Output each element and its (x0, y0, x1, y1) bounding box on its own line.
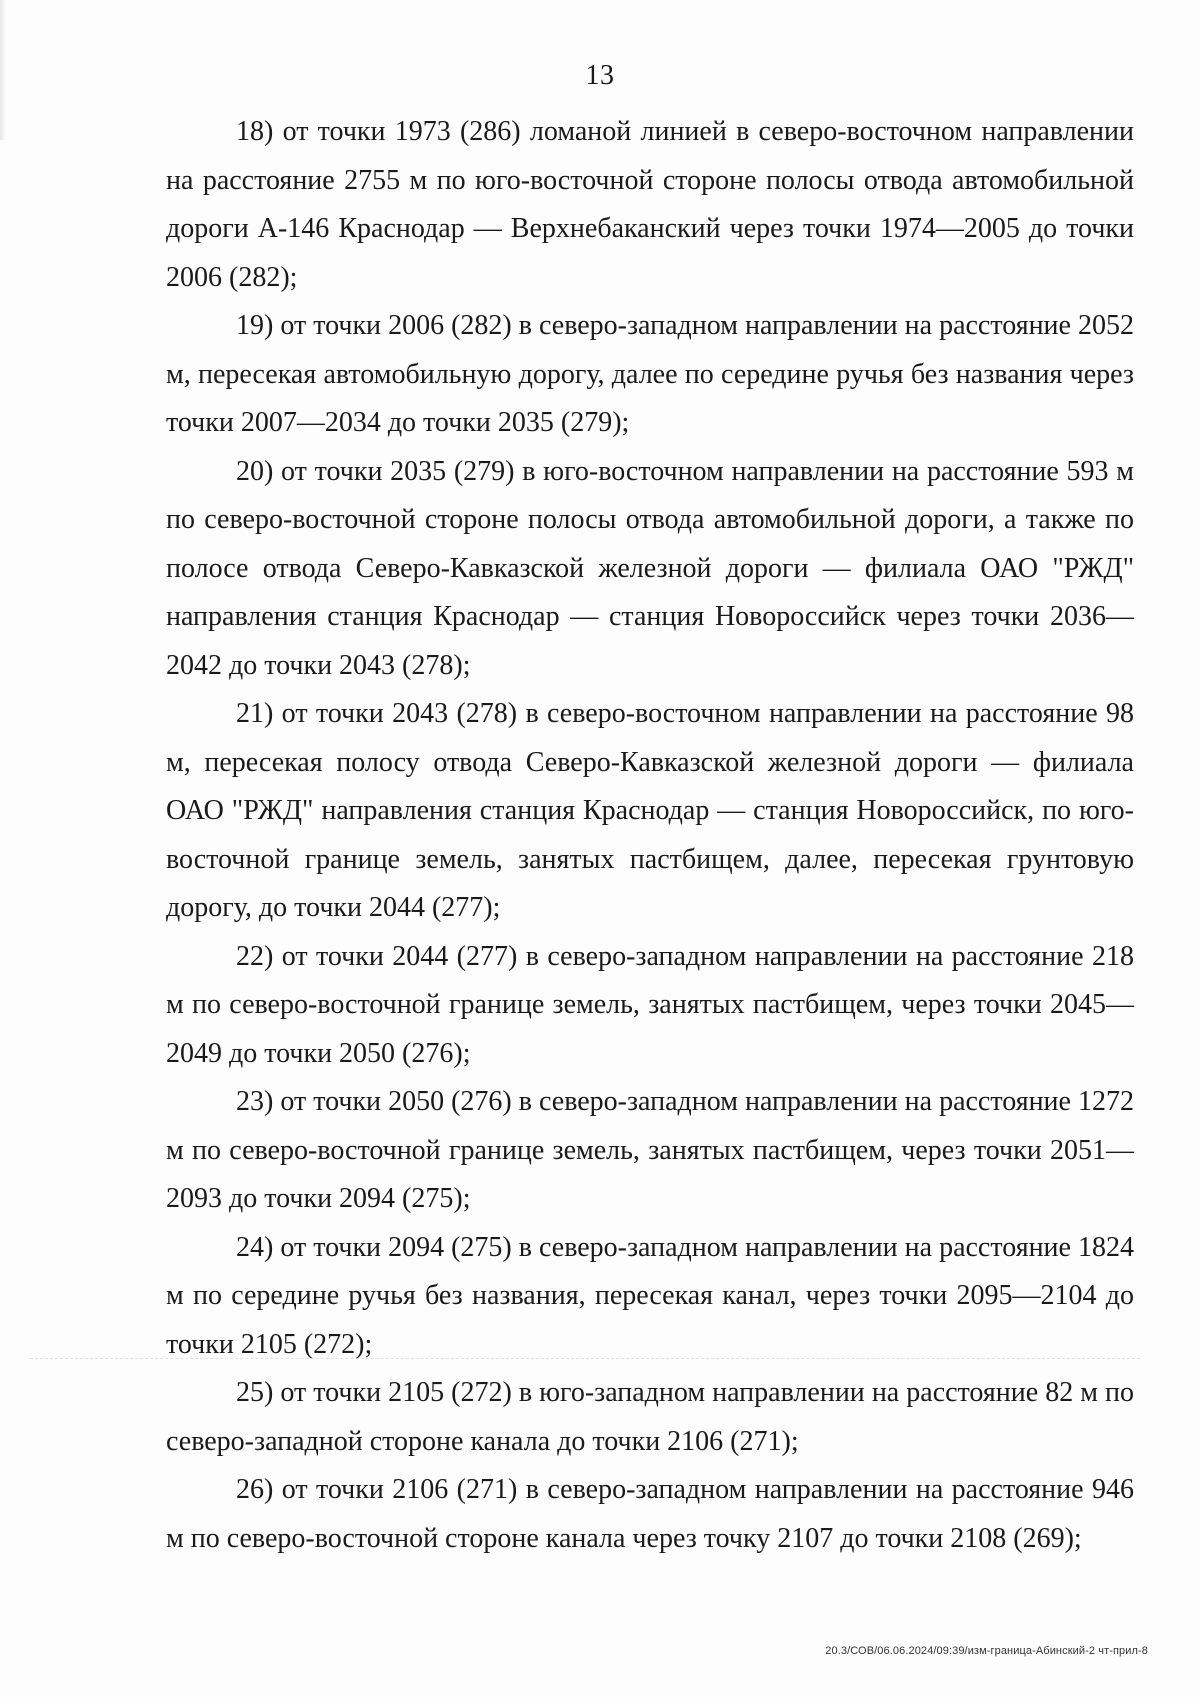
paragraph-21: 21) от точки 2043 (278) в северо-восточном направлении на расстояние 98 м, пересекая полосу отвода Северо-Кавказской железной дороги — филиала ОАО "РЖД" направления станция Краснодар — станция Новороссийск, по юго-восточной границе земель, занятых пастбищем, далее, пересекая грунтовую дорогу, до точки 2044 (277); (166, 698, 1134, 923)
paragraph-23: 23) от точки 2050 (276) в северо-западном направлении на расстояние 1272 м по северо-восточной границе земель, занятых пастбищем, через точки 2051—2093 до точки 2094 (275); (166, 1086, 1134, 1214)
paragraph-24: 24) от точки 2094 (275) в северо-западном направлении на расстояние 1824 м по середине ручья без названия, пересекая канал, через точки 2095—2104 до точки 2105 (272); (166, 1231, 1134, 1360)
paragraph-20: 20) от точки 2035 (279) в юго-восточном направлении на расстояние 593 м по северо-восточной стороне полосы отвода автомобильной дороги, а также по полосе отвода Северо-Кавказской железной дороги — филиала ОАО "РЖД" направления станция Краснодар — станция Новороссийск через точки 2036—2042 до точки 2043 (278); (166, 455, 1134, 681)
document-footer-code: 20.3/СОВ/06.06.2024/09:39/изм-граница-Абинский-2 чт-прил-8 (825, 1645, 1148, 1657)
document-body (166, 108, 1134, 1563)
paragraph-22: 22) от точки 2044 (277) в северо-западном направлении на расстояние 218 м по северо-восточной границе земель, занятых пастбищем, через точки 2045—2049 до точки 2050 (276); (166, 940, 1134, 1069)
paragraph-19: 19) от точки 2006 (282) в северо-западном направлении на расстояние 2052 м, пересекая автомобильную дорогу, далее по середине ручья без названия через точки 2007—2034 до точки 2035 (279); (166, 310, 1134, 438)
page-number: 13 (585, 60, 615, 91)
paragraph-25: 25) от точки 2105 (272) в юго-западном направлении на расстояние 82 м по северо-западной стороне канала до точки 2106 (271); (166, 1377, 1134, 1457)
scan-line-artifact (30, 1358, 1140, 1359)
paragraph-18: 18) от точки 1973 (286) ломаной линией в северо-восточном направлении на расстояние 2755 м по юго-восточной стороне полосы отвода автомобильной дороги А-146 Краснодар — Верхнебаканский через точки 1974—2005 до точки 2006 (282); (166, 116, 1134, 293)
paragraph-26: 26) от точки 2106 (271) в северо-западном направлении на расстояние 946 м по северо-восточной стороне канала через точку 2107 до точки 2108 (269); (166, 1474, 1134, 1554)
